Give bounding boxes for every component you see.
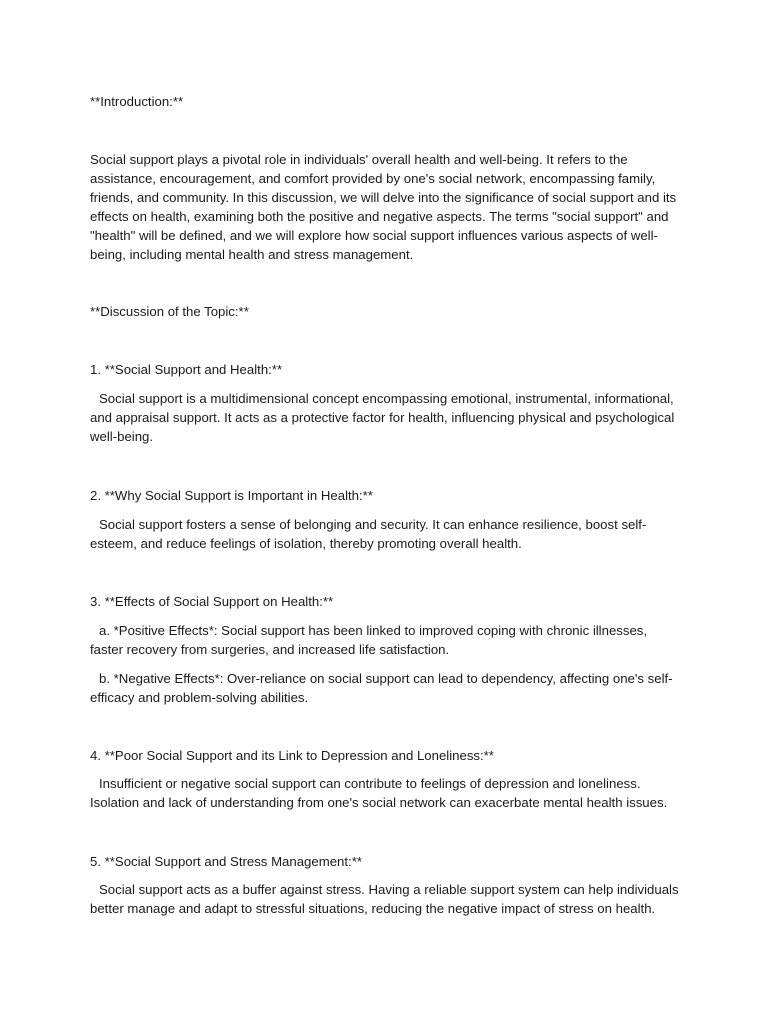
section-heading: 4. **Poor Social Support and its Link to Depression and Loneliness:** (90, 748, 494, 763)
discussion-heading: **Discussion of the Topic:** (90, 304, 249, 319)
section-paragraph: Social support fosters a sense of belonging and security. It can enhance resilience, boost self-esteem, and reduce feelings of isolation, thereby promoting overall health. (90, 517, 647, 551)
section-heading: 1. **Social Support and Health:** (90, 362, 283, 377)
section-paragraph: b. *Negative Effects*: Over-reliance on social support can lead to dependency, affecting one's self-efficacy and problem-solving abilities. (90, 671, 673, 705)
section-paragraph: Social support acts as a buffer against stress. Having a reliable support system can help individuals better manage and adapt to stressful situations, reducing the negative impact of stress on health. (90, 882, 679, 916)
introduction-heading: **Introduction:** (90, 94, 184, 109)
section-paragraph: Insufficient or negative social support can contribute to feelings of depression and loneliness. Isolation and lack of understanding from one's social network can exacerbate mental health issues. (90, 776, 668, 810)
section-paragraph: a. *Positive Effects*: Social support has been linked to improved coping with chronic illnesses, faster recovery from surgeries, and increased life satisfaction. (90, 623, 648, 657)
introduction-paragraph: Social support plays a pivotal role in individuals' overall health and well-being. It refers to the assistance, encouragement, and comfort provided by one's social network, encompassing family, friends, and community. In this discussion, we will delve into the significance of social support and its effects on health, examining both the positive and negative aspects. The terms "social support" and "health" will be defined, and we will explore how social support influences various aspects of well-being, including mental health and stress management. (90, 152, 677, 262)
section-heading: 5. **Social Support and Stress Management:** (90, 854, 362, 869)
section-heading: 2. **Why Social Support is Important in Health:** (90, 488, 373, 503)
section-heading: 3. **Effects of Social Support on Health:** (90, 594, 334, 609)
section-paragraph: Social support is a multidimensional concept encompassing emotional, instrumental, informational, and appraisal support. It acts as a protective factor for health, influencing physical and psychological well-being. (90, 391, 675, 444)
